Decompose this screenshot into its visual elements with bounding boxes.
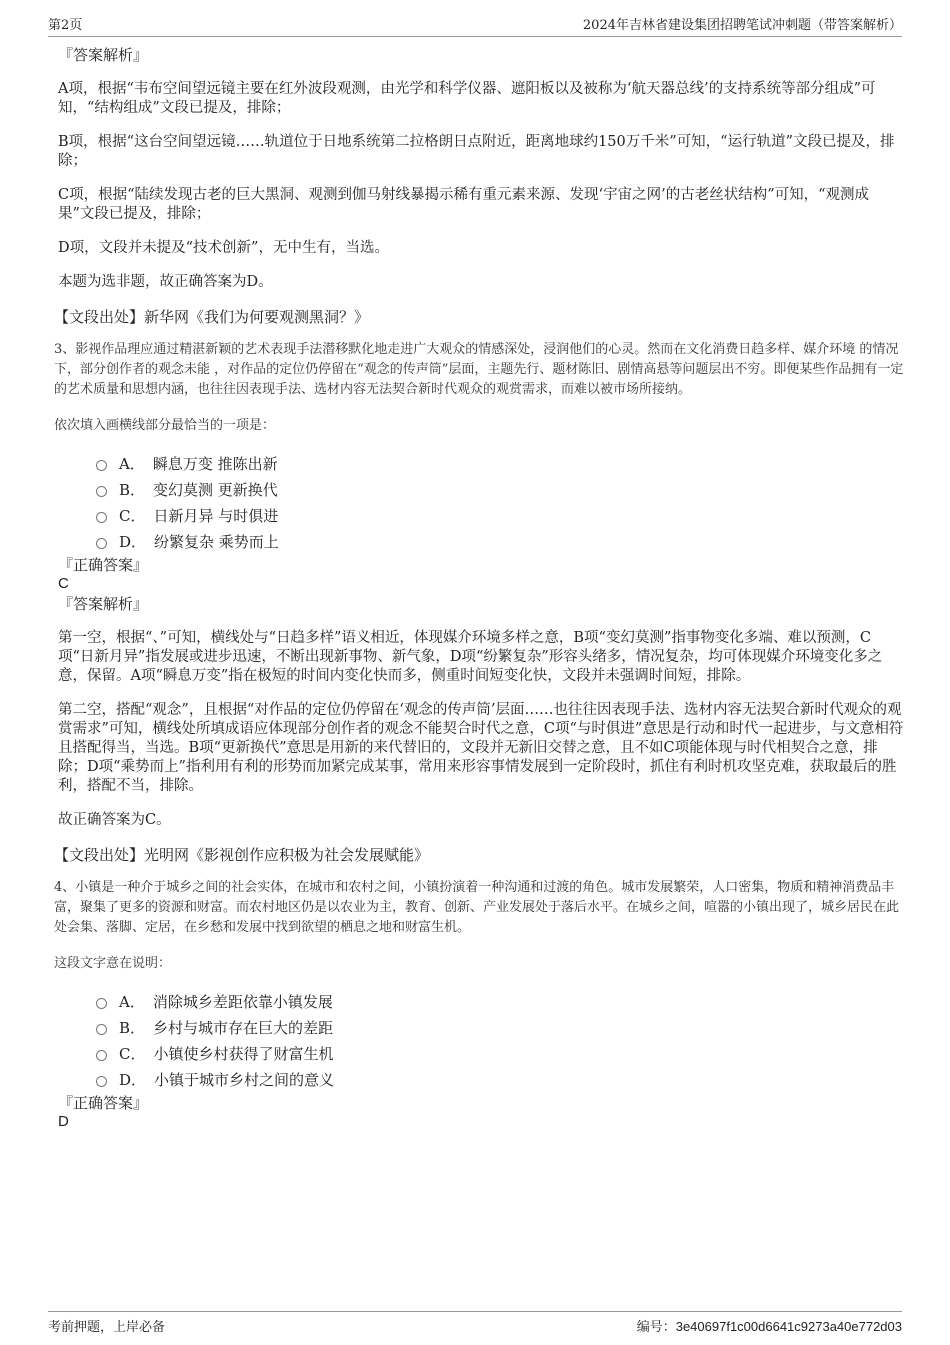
radio-button[interactable] <box>96 538 107 549</box>
option-c[interactable] <box>96 1040 904 1066</box>
analysis-label: 『答案解析』 <box>58 46 149 64</box>
option-b[interactable] <box>96 1014 904 1040</box>
document-body <box>54 46 904 1131</box>
option-text: 纷繁复杂 乘势而上 <box>154 532 279 551</box>
correct-answer: C <box>58 575 69 592</box>
question-3-text: 3、影视作品理应通过精湛新颖的艺术表现手法潜移默化地走进广大观众的情感深处，浸润他们的心灵。然而在文化消费日趋多样、媒介环境 的情况下，部分创作者的观念未能 ，对作品的定位仍停留在“观念的传声筒”层面，主题先行、题材陈旧、剧情高悬等问题层出不穷。即便某些作品拥有一定的艺术质量和思想内涵，也往往因表现手法、选材内容无法契合新时代观众的观赏需求，而难以被市场所接纳。 <box>54 342 904 397</box>
correct-answer-label: 『正确答案』 <box>58 556 149 574</box>
source-citation: 【文段出处】新华网《我们为何要观测黑洞？》 <box>54 308 370 326</box>
analysis-paragraph: B项，根据“这台空间望远镜……轨道位于日地系统第二拉格朗日点附近，距离地球约150万千米”可知，“运行轨道”文段已提及，排除； <box>58 134 895 169</box>
analysis-paragraph: A项，根据“韦布空间望远镜主要在红外波段观测，由光学和科学仪器、遮阳板以及被称为‘航天器总线’的支持系统等部分组成”可知，“结构组成”文段已提及，排除； <box>58 81 876 116</box>
option-text: 小镇于城市乡村之间的意义 <box>154 1070 335 1089</box>
radio-button[interactable] <box>96 460 107 471</box>
radio-button[interactable] <box>96 1024 107 1035</box>
correct-answer: D <box>58 1113 69 1130</box>
option-letter: C． <box>119 506 146 525</box>
page-number: 第2页 <box>48 18 83 33</box>
source-citation: 【文段出处】光明网《影视创作应积极为社会发展赋能》 <box>54 846 430 864</box>
analysis-paragraph: 第二空，搭配“观念”，且根据“对作品的定位仍停留在‘观念的传声筒’层面……也往往因表现手法、选材内容无法契合新时代观众的观赏需求”可知，横线处所填成语应体现部分创作者的观念不能契合时代之意，C项“与时俱进”意思是行动和时代一起进步，与文意相符且搭配得当，当选。B项“更新换代”意思是用新的来代替旧的，文段并无新旧交替之意，且不如C项能体现与时代相契合之意，排除；D项“乘势而上”指利用有利的形势而加紧完成某事，常用来形容事情发展到一定阶段时，抓住有利时机攻坚克难，获取最后的胜利，搭配不当，排除。 <box>58 702 904 794</box>
radio-button[interactable] <box>96 1076 107 1087</box>
radio-button[interactable] <box>96 512 107 523</box>
option-d[interactable] <box>96 528 904 554</box>
question-3-prompt: 依次填入画横线部分最恰当的一项是： <box>54 418 276 433</box>
option-letter: C． <box>119 1044 146 1063</box>
radio-button[interactable] <box>96 486 107 497</box>
option-a[interactable] <box>96 450 904 476</box>
option-letter: A． <box>119 454 145 473</box>
radio-button[interactable] <box>96 1050 107 1061</box>
page-header <box>48 14 902 37</box>
option-text: 日新月异 与时俱进 <box>153 506 279 525</box>
question-3-options <box>96 450 904 554</box>
analysis-paragraph: 第一空，根据“、”可知，横线处与“日趋多样”语义相近，体现媒介环境多样之意，B项“变幻莫测”指事物变化多端、难以预测，C项“日新月异”指发展或进步迅速，不断出现新事物、新气象，D项“纷繁复杂”形容头绪多，情况复杂，均可体现媒介环境变化多之意，保留。A项“瞬息万变”指在极短的时间内变化快而多，侧重时间短变化快，文段并未强调时间短，排除。 <box>58 630 883 684</box>
correct-answer-label: 『正确答案』 <box>58 1094 149 1112</box>
analysis-label: 『答案解析』 <box>58 595 149 613</box>
option-text: 乡村与城市存在巨大的差距 <box>153 1018 334 1037</box>
page-footer <box>48 1311 902 1338</box>
option-letter: D． <box>119 532 147 551</box>
option-c[interactable] <box>96 502 904 528</box>
option-text: 变幻莫测 更新换代 <box>153 480 278 499</box>
option-letter: A． <box>119 992 145 1011</box>
question-4-text: 4、小镇是一种介于城乡之间的社会实体，在城市和农村之间，小镇扮演着一种沟通和过渡的角色。城市发展繁荣，人口密集，物质和精神消费品丰富，聚集了更多的资源和财富。而农村地区仍是以农业为主，教育、创新、产业发展处于落后水平。在城乡之间，喧嚣的小镇出现了，城乡居民在此处会集、落脚、定居，在乡愁和发展中找到欲望的栖息之地和财富生机。 <box>54 880 900 935</box>
footer-slogan: 考前押题，上岸必备 <box>48 1319 166 1335</box>
analysis-paragraph: 本题为选非题，故正确答案为D。 <box>58 274 273 290</box>
option-d[interactable] <box>96 1066 904 1092</box>
option-a[interactable] <box>96 988 904 1014</box>
option-b[interactable] <box>96 476 904 502</box>
option-letter: D． <box>119 1070 147 1089</box>
analysis-paragraph: D项，文段并未提及“技术创新”，无中生有，当选。 <box>58 240 389 256</box>
option-letter: B． <box>119 480 146 499</box>
code-value: 3e40697f1c00d6641c9273a40e772d03 <box>675 1318 902 1334</box>
question-4-prompt: 这段文字意在说明： <box>54 956 172 971</box>
code-label: 编号： <box>636 1319 676 1335</box>
analysis-paragraph: C项，根据“陆续发现古老的巨大黑洞、观测到伽马射线暴揭示稀有重元素来源、发现‘宇宙之网’的古老丝状结构”可知，“观测成果”文段已提及，排除； <box>58 187 870 222</box>
document-title: 2024年吉林省建设集团招聘笔试冲刺题（带答案解析） <box>582 18 902 33</box>
option-letter: B． <box>119 1018 146 1037</box>
radio-button[interactable] <box>96 998 107 1009</box>
option-text: 消除城乡差距依靠小镇发展 <box>152 992 333 1011</box>
analysis-paragraph: 故正确答案为C。 <box>58 812 171 828</box>
option-text: 瞬息万变 推陈出新 <box>152 454 278 473</box>
document-code <box>637 1316 902 1335</box>
option-text: 小镇使乡村获得了财富生机 <box>153 1044 334 1063</box>
question-4-options <box>96 988 904 1092</box>
